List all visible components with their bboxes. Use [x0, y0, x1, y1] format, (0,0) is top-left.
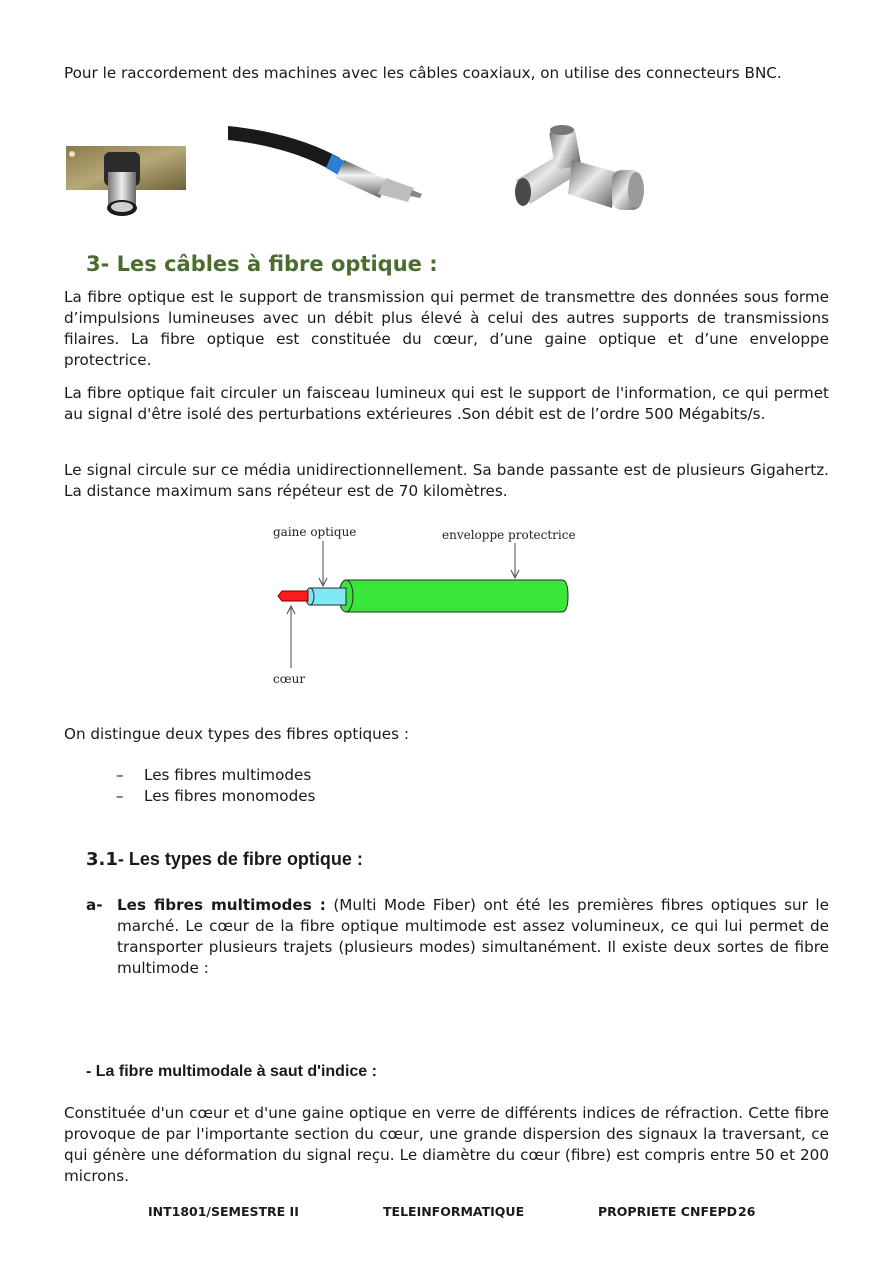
footer-course: INT1801/SEMESTRE II	[148, 1204, 299, 1219]
types-intro: On distingue deux types des fibres optiques :	[64, 725, 410, 743]
section-3-paragraph-3: Le signal circule sur ce média unidirectionnellement. Sa bande passante est de plusieurs Gigahertz. La distance maximum sans répéteur est de 70 kilomètres.	[64, 461, 829, 500]
item-a-multimode	[86, 895, 829, 979]
list-item: – Les fibres monomodes	[116, 787, 316, 805]
item-a-marker: a-	[86, 896, 103, 914]
footer-owner: PROPRIETE CNFEPD	[598, 1204, 738, 1219]
coax-cable-connector-image	[228, 122, 422, 202]
core-shape	[278, 591, 308, 601]
footer-subject: TELEINFORMATIQUE	[383, 1204, 525, 1219]
fiber-types-list	[116, 765, 315, 807]
label-coeur: cœur	[273, 672, 306, 686]
label-enveloppe-protectrice: enveloppe protectrice	[442, 528, 576, 542]
section-3-title: 3- Les câbles à fibre optique :	[86, 252, 438, 276]
item-a-text: (Multi Mode Fiber) ont été les premières fibres optiques sur le marché. Le cœur de la fibre optique multimode est assez volumineux, ce qui lui permet de transporter plusieurs trajets (plusieurs modes) simultanément. Il existe deux sortes de fibre multimode :	[117, 896, 829, 977]
bnc-t-adapter-image	[512, 124, 646, 224]
section-3-paragraph-1: La fibre optique est le support de transmission qui permet de transmettre des données sous forme d’impulsions lumineuses avec un débit plus élevé à celui des autres supports de transmissions filaires. La fibre optique est constituée du cœur, d’une gaine optique et d’une enveloppe protectrice.	[64, 288, 829, 369]
section-3-1-title: 3.1- Les types de fibre optique :	[86, 849, 363, 870]
footer-page-number: 26	[738, 1204, 756, 1219]
cladding-shape	[310, 588, 346, 605]
bnc-panel-connector-image	[66, 146, 186, 218]
label-gaine-optique: gaine optique	[273, 525, 357, 539]
section-3-paragraph-2: La fibre optique fait circuler un faisceau lumineux qui est le support de l'information, ce qui permet au signal d'être isolé des perturbations extérieures .Son débit est de l’ordre 500 Mégabits/s.	[64, 384, 829, 423]
jacket-shape	[346, 580, 568, 612]
list-item: – Les fibres multimodes	[116, 766, 312, 784]
last-paragraph: Constituée d'un cœur et d'une gaine optique en verre de différents indices de réfraction. Cette fibre provoque de par l'importante section du cœur, une grande dispersion des signaux la traversant, ce qui génère une déformation du signal reçu. Le diamètre du cœur (fibre) est compris entre 50 et 200 microns.	[64, 1104, 829, 1185]
intro-paragraph: Pour le raccordement des machines avec les câbles coaxiaux, on utilise des connecteurs BNC.	[64, 64, 782, 82]
subsection-saut-indice: - La fibre multimodale à saut d'indice :	[86, 1063, 377, 1080]
item-a-bold: Les fibres multimodes :	[117, 896, 326, 914]
fiber-optic-diagram	[262, 520, 624, 690]
